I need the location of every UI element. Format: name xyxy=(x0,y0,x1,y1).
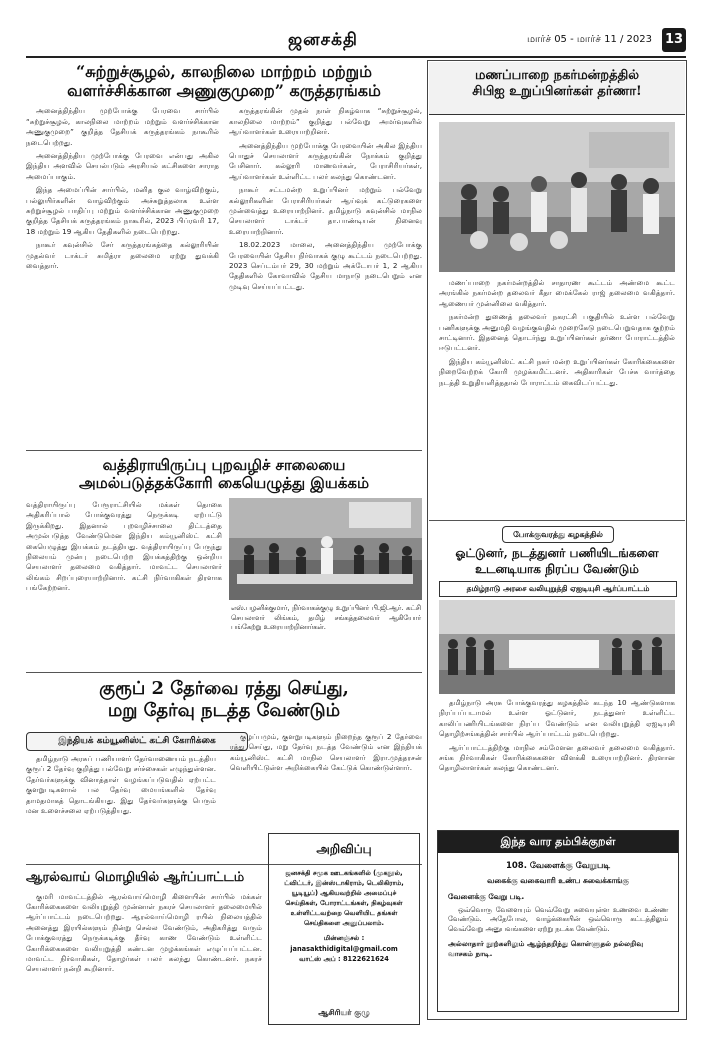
kural-expl-heading: அல்லாதார் நூற்களிலும் ஆழ்ந்தறிந்து கொள்ளுதல் நல்லறிவு வாசகம் நாடி. xyxy=(448,939,644,959)
article-aralvaimozhi xyxy=(26,870,262,1049)
paragraph: இந்த அமைப்பின் சார்பில், மனித குல வாழ்விற்கும், பல்லுயிர்களின் வாழ்விற்கும் அச்சுறுத்தலாக உள்ள சுற்றுச்சூழல் பாதிப்பு மற்றும் வளர்ச்சிக்கான அணுகுமுறை குறித்த தேசியக் கருத்தரங்கம் நாகூரில், 2023 பிப்ரவரி 17, 18 மற்றும் 19 ஆகிய தேதிகளில் நடைபெற்றது. xyxy=(26,185,219,236)
notice-contact-label: மின்னஞ்சல் : xyxy=(323,934,365,942)
paragraph: நாகூர் கவுன்சில் சேர் கருத்தரங்கத்தை கல்லூரியின் முதல்வர் டாக்டர் சுமித்ரா தலைமை ஏற்று துவக்கி வைத்தார். xyxy=(26,240,219,271)
article-exam-subhead: இந்தியக் கம்யூனிஸ்ட் கட்சி கோரிக்கை xyxy=(26,732,248,751)
article-seminar-headline-2: வளர்ச்சிக்கான அணுகுமுறை” கருத்தரங்கம் xyxy=(67,81,381,101)
paragraph: நகர்மன்ற துணைத் தலைவர் நகரட்சி பகுதியில் உள்ள பல்வேறு பணிகளுக்கு அனுமதி வழங்குவதில் முறைகேடு நடைபெறுவதாக குற்றம் சாட்டினார். இதனைத் தொடர்ந்து உறுப்பினர்கள் தர்ணா போராட்டத்தில் ஈடுபட்டனர். xyxy=(439,312,675,353)
paragraph: அனைத்திந்திய முற்போக்கு பேரவை என்பது அகில இந்திய அளவில் செயல்படும் அரசியல் கட்சிகளை சாராத அமைப்பாகும். xyxy=(26,151,219,181)
article-seminar-col-2 xyxy=(229,106,422,296)
paragraph: தமிழ்நாடு அரசு போக்குவரத்து கழகத்தில் கடந்த 10 ஆண்டுகளாக நிரப்பப்படாமல் உள்ள ஓட்டுனர், நடத்துனர் உள்ளிட்ட காலிப்பணியிடங்களை நிரப்ப வேண்டும் என வலியுறுத்தி ஏஐடியுசி தொழிற்சங்கத்தின் சார்பில் ஆர்ப்பாட்டம் நடைபெற்றது. xyxy=(439,698,675,739)
article-exam-headline-2: மறு தேர்வு நடத்த வேண்டும் xyxy=(107,699,341,721)
paragraph: 18.02.2023 மாலை, அனைத்திந்திய முற்போக்கு பேரவையின் தேசிய நிர்வாகக் குழு கூட்டம் நடைபெற்றது. 2023 செப்டம்பர் 29, 30 மற்றும் அக்டோபர் 1, 2 ஆகிய தேதிகளில் கோவாவில் தேசிய மாநாடு நடைபெறும் என முடிவு செய்யப்பட்டது. xyxy=(229,240,422,291)
transport-protest-photo xyxy=(439,600,675,694)
paragraph: இந்திய கம்யூனிஸ்ட் கட்சி நகர் மன்ற உறுப்பினர்கள் கோரிக்கைகளை நிறைவேற்றக் கோரி முழக்கமிட்டனர். அதிகாரிகள் பேச்சு வார்த்தை நடத்தி உறுதியளித்ததால் போராட்டம் கைவிடப்பட்டது. xyxy=(439,356,675,387)
divider xyxy=(26,450,422,451)
article-aralvai-headline: ஆரல்வாய் மொழியில் ஆர்ப்பாட்டம் xyxy=(26,870,245,885)
masthead-name: ஜனசக்தி xyxy=(288,30,358,50)
paragraph: நாகூர் சட்டமன்ற உறுப்பினர் மற்றும் பல்வேறு கல்லூரிகளின் பேராசிரியர்கள் ஆய்வுக் கட்டுரைகளை முன்வைத்து உரையாற்றினர். தமிழ்நாடு கவுன்சில் மாநில செயலாளர் டாக்டர் தா.பாண்டியன் நினைவு உரையாற்றினார். xyxy=(229,185,422,236)
article-bypass-headline-2: அமல்படுத்தக்கோரி கையெழுத்து இயக்கம் xyxy=(78,474,370,492)
transport-pill: போக்குவரத்து கழகத்தில் xyxy=(502,526,614,543)
manapparai-body xyxy=(439,278,675,518)
manapparai-photo xyxy=(439,122,675,272)
notice-title: அறிவிப்பு xyxy=(316,842,372,856)
issue-date: மார்ச் 05 - மார்ச் 11 / 2023 xyxy=(526,34,652,45)
page-number: 13 xyxy=(662,28,686,52)
weekly-kural-title: இந்த வார தம்பிக்குறள் xyxy=(438,831,678,853)
transport-body xyxy=(439,698,675,824)
bypass-photo-caption: எஸ்.பழனிக்குமார், நிர்வாகக்குழு உறுப்பினர் பி.ஜி.ஆர். கட்சி செயலாளர் லிங்கம், தமிழ் சங்கத்தலைவர் ஆகியோர் பங்கேற்று உரையாற்றினார்கள். xyxy=(231,604,421,632)
transport-headline-2: உடனடியாக நிரப்ப வேண்டும் xyxy=(475,562,639,576)
divider xyxy=(26,672,422,673)
weekly-kural-box xyxy=(437,830,679,1012)
transport-headline-1: ஓட்டுனர், நடத்துனர் பணியிடங்களை xyxy=(455,546,659,560)
kural-line-2: வேளைக்கு வேறு படி. xyxy=(448,892,525,901)
paragraph: ஆர்ப்பாட்டத்திற்கு மாநில சம்மேளன தலைவர் தலைமை வகித்தார். சங்க நிர்வாகிகள் கோரிக்கைகளை விளக்கி உரையாற்றினர். திரளான தொழிலாளர்கள் கலந்து கொண்டனர். xyxy=(439,742,675,773)
article-exam-col-2: குழப்பமும், குளறுபடிகளும் நிறைந்த குரூப் 2 தேர்வை ரத்து செய்து, மறு தேர்வு நடத்த வேண்டும் என இந்தியக் கம்யூனிஸ்ட் கட்சி மாநில செயலாளர் இரா.முத்தரசன் வெளியிட்டுள்ள அறிக்கையில் கேட்டுக் கொண்டுள்ளார். xyxy=(230,732,422,773)
paragraph: அனைத்திந்திய முற்போக்கு பேரவை சார்பில் “சுற்றுச்சூழல், காலநிலை மாற்றம் மற்றும் வளர்ச்சிக்கான அணுகுமுறை” குறித்த தேசியக் கருத்தரங்கம் நாகூரில் நடைபெற்றது. xyxy=(26,106,219,147)
notice-whatsapp: வாட்ஸ் அப் : 8122621624 xyxy=(299,955,389,963)
paragraph: கருத்தரங்கின் முதல் நாள் நிகழ்வாக “சுற்றுச்சூழல், காலநிலை மாற்றம்” குறித்து பல்வேறு அமர்வுகளில் ஆய்வாளர்கள் உரையாற்றினர். xyxy=(229,106,422,137)
article-seminar-col-1 xyxy=(26,106,219,296)
article-exam-col-1: தமிழ்நாடு அரசுப் பணியாளர் தேர்வாணையம் நடத்திய குரூப் 2 தேர்வு குறித்து பல்வேறு சர்ச்சைகள் எழுந்துள்ளன. தேர்வர்களுக்கு வினாத்தாள் வழங்கப்படுவதில் ஏற்பட்ட குளறுபடிகளால் பல தேர்வு மையங்களில் தேர்வு தாமதமாகத் தொடங்கியது. இது தேர்வர்களுக்கு பெரும் மன உளைச்சலை ஏற்படுத்தியது. xyxy=(26,754,216,816)
manapparai-headline-2: சிபிஐ உறுப்பினர்கள் தர்ணா! xyxy=(472,83,642,99)
paragraph: அனைத்திந்திய முற்போக்கு பேரவையின் அகில இந்திய பொதுச் செயலாளர் கருத்தரங்கின் நோக்கம் குறித்து பேசினார். கல்லூரி மாணவர்கள், பேராசிரியர்கள், ஆய்வாளர்கள் உள்ளிட்ட பலர் கலந்து கொண்டனர். xyxy=(229,140,422,181)
divider xyxy=(429,520,685,521)
manapparai-headline-box xyxy=(429,62,685,115)
kural-line-1: வகைக்கு வகைவாரி உண்ப சுவைக்காங்கு xyxy=(487,876,629,885)
bypass-road-photo xyxy=(229,498,422,600)
article-bypass-road xyxy=(26,456,422,666)
article-group2-exam xyxy=(26,678,422,858)
notice-footer: ஆசிரியர் குழு xyxy=(318,1008,370,1017)
right-column xyxy=(427,60,687,1020)
notice-email: janasakthidigital@gmail.com xyxy=(290,945,398,953)
notice-body: ஜனசக்தி சமூக ஊடகங்களில் (முகநூல், ட்விட்டர், இன்ஸ்டாகிராம், டெலிகிராம், யூடியூப்) ஆகியவற்றில் அமைப்புச் செய்திகள், போராட்டங்கள், நிகழ்வுகள் உள்ளிட்டவற்றை வெளியிட தங்கள் செய்திகளை அனுப்பலாம். xyxy=(284,869,404,927)
article-bypass-body: வத்திராயிருப்பு பேரூராட்சியில் மக்கள் தொகை அதிகரிப்பால் போக்குவரத்து நெருக்கடி ஏற்பட்டு இருக்கிறது. இதனால் புறவழிச்சாலை திட்டத்தை அமுல்படுத்த வேண்டுமென இந்திய கம்யூனிஸ்ட் கட்சி கையெழுத்து இயக்கம் நடத்தியது. வத்திராயிருப்பு பேருந்து நிலையம் முன்பு நடைபெற்ற இயக்கத்திற்கு ஒன்றிய செயலாளர் தலைமை வகித்தார். மாவட்ட செயலாளர் லிங்கம் சிறப்புரையாற்றினார். கட்சி நிர்வாகிகள் திரளாக பங்கேற்றனர். xyxy=(26,500,222,593)
article-seminar xyxy=(26,60,422,305)
paragraph: மணப்பாறை நகர்மன்றத்தில் சாதாரண கூட்டம் அண்மை கூட்ட அரங்கில் நகர்மன்ற தலைவர் கீதா மைக்கேல் ராஜ் தலைமை வகித்தார். ஆணையர் முன்னிலை வகித்தார். xyxy=(439,278,675,308)
kural-number-title: 108. வேளைக்கு வேறுபடி xyxy=(505,861,611,871)
article-exam-headline-1: குரூப் 2 தேர்வை ரத்து செய்து, xyxy=(99,678,349,699)
article-aralvai-body: குமரி மாவட்டத்தில் ஆரல்வாய்மொழி கிளையின் சார்பில் மக்கள் கோரிக்கைகளை வலியுறுத்தி முன்னாள் நகரச் செயலாளர் தலைமையில் ஆர்ப்பாட்டம் நடைபெற்றது. ஆரல்வாய்மொழி ரயில் நிலையத்தில் அனைத்து இரயில்களும் நின்று செல்ல வேண்டும், அதிகரித்து வரும் போக்குவரத்து நெருக்கடிக்கு தீர்வு காண வேண்டும் உள்ளிட்ட கோரிக்கைகளை வலியுறுத்தி கண்டன முழக்கங்கள் எழுப்பப்பட்டன. மாவட்ட நிர்வாகிகள், தோழர்கள் பலர் கலந்து கொண்டனர். நகரச் செயலாளர் நன்றி கூறினார். xyxy=(26,891,262,974)
article-seminar-headline-1: “சுற்றுச்சூழல், காலநிலை மாற்றம் மற்றும் xyxy=(76,62,372,81)
masthead xyxy=(26,28,686,58)
notice-box xyxy=(268,833,420,1025)
transport-strip: தமிழ்நாடு அரசை வலியுறுத்தி ஏஐடியுசி ஆர்ப்பாட்டம் xyxy=(439,581,677,597)
kural-explanation: ஒவ்வொரு வேளையும் வெவ்வேறு சுவையுள்ள உணவை உண்ண வேண்டும். அதேபோல, வாழ்க்கையின் ஒவ்வொரு கட்டத்திலும் வெவ்வேறு அனுபவங்களை ஏற்று நடக்க வேண்டும். xyxy=(448,906,668,933)
manapparai-headline-1: மணப்பாறை நகர்மன்றத்தில் xyxy=(474,68,640,83)
article-bypass-headline-1: வத்திராயிருப்பு புறவழிச் சாலையை xyxy=(102,456,346,474)
